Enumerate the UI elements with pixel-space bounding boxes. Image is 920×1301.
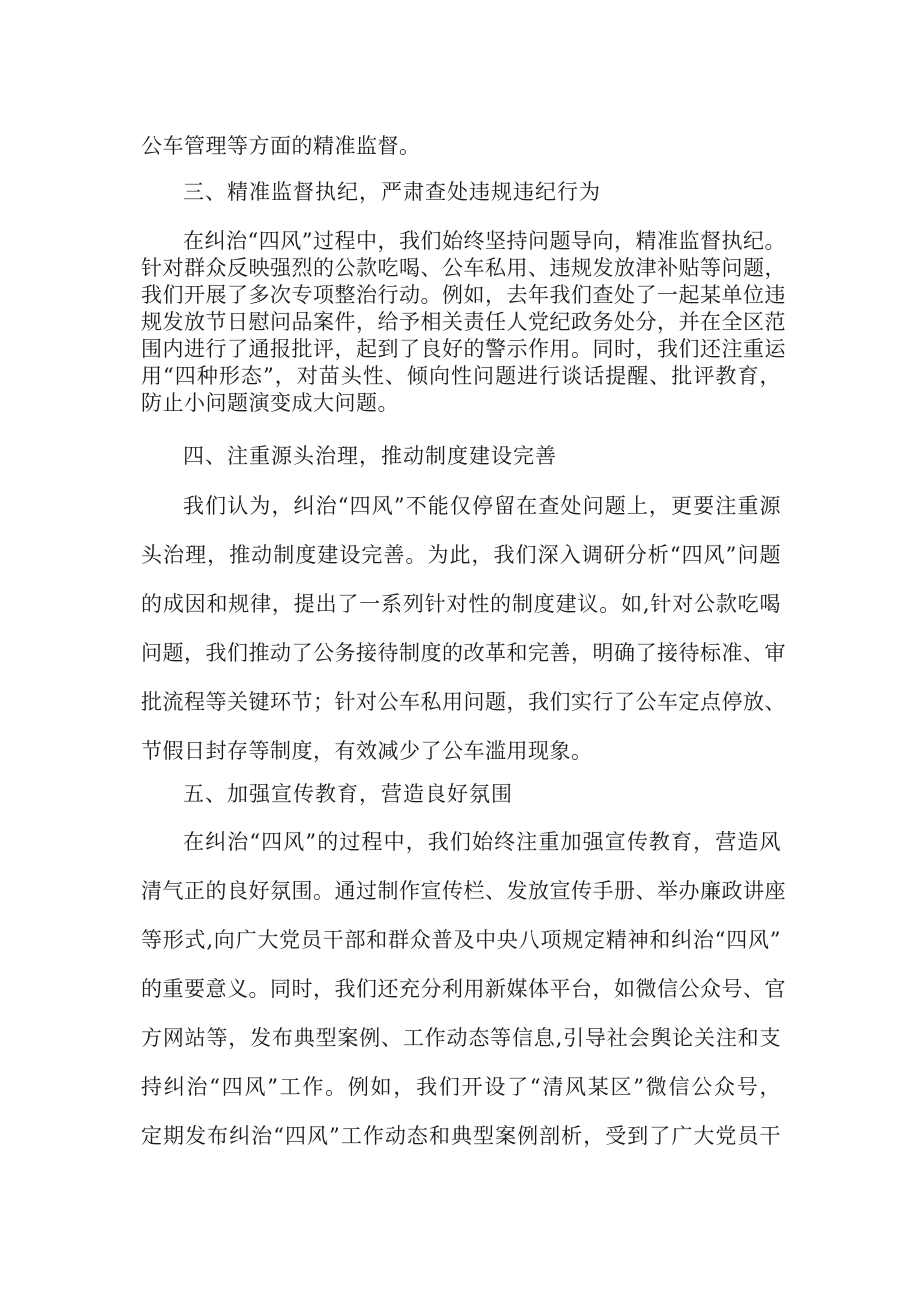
paragraph-line: 批流程等关键环节；针对公车私用问题，我们实行了公车定点停放、 xyxy=(141,690,786,714)
paragraph-line: 定期发布纠治“四风”工作动态和典型案例剖析，受到了广大党员干 xyxy=(141,1124,781,1148)
section-heading-3: 三、精准监督执纪，严肃查处违规违纪行为 xyxy=(183,180,601,204)
paragraph-line: 用“四种形态”，对苗头性、倾向性问题进行谈话提醒、批评教育， xyxy=(141,364,781,388)
paragraph-line: 在纠治“四风”的过程中，我们始终注重加强宣传教育，营造风 xyxy=(183,830,781,854)
paragraph-line: 规发放节日慰问品案件，给予相关责任人党纪政务处分，并在全区范 xyxy=(141,310,786,334)
paragraph-section-5 xyxy=(141,818,786,1161)
paragraph-line: 围内进行了通报批评，起到了良好的警示作用。同时，我们还注重运 xyxy=(141,337,786,361)
paragraph-line: 等形式,向广大党员干部和群众普及中央八项规定精神和纠治“四风” xyxy=(141,928,781,952)
section-heading-5: 五、加强宣传教育，营造良好氛围 xyxy=(183,782,513,806)
paragraph-line: 针对群众反映强烈的公款吃喝、公车私用、违规发放津补贴等问题， xyxy=(141,256,786,280)
paragraph-section-4 xyxy=(141,482,786,776)
paragraph-line: 问题，我们推动了公务接待制度的改革和完善，明确了接待标准、审 xyxy=(141,641,786,665)
paragraph-line: 持纠治“四风”工作。例如，我们开设了“清风某区”微信公众号， xyxy=(141,1075,781,1099)
paragraph-line: 的重要意义。同时，我们还充分利用新媒体平台，如微信公众号、官 xyxy=(141,977,786,1001)
paragraph-line: 方网站等，发布典型案例、工作动态等信息,引导社会舆论关注和支 xyxy=(141,1026,781,1050)
section-heading-4: 四、注重源头治理，推动制度建设完善 xyxy=(183,444,557,468)
paragraph-line: 清气正的良好氛围。通过制作宣传栏、发放宣传手册、举办廉政讲座 xyxy=(141,879,786,903)
paragraph-line: 防止小问题演变成大问题。 xyxy=(141,391,399,415)
paragraph-line: 公车管理等方面的精准监督。 xyxy=(141,134,421,158)
paragraph-line: 我们认为，纠治“四风”不能仅停留在查处问题上，更要注重源 xyxy=(183,494,781,518)
paragraph-section-3 xyxy=(141,228,786,417)
paragraph-line: 头治理，推动制度建设完善。为此，我们深入调研分析“四风”问题 xyxy=(141,543,781,567)
paragraph-line: 节假日封存等制度，有效减少了公车滥用现象。 xyxy=(141,739,593,763)
paragraph-intro xyxy=(141,122,781,171)
paragraph-line: 在纠治“四风”过程中，我们始终坚持问题导向，精准监督执纪。 xyxy=(183,229,786,253)
paragraph-line: 的成因和规律，提出了一系列针对性的制度建议。如,针对公款吃喝 xyxy=(141,592,781,616)
paragraph-line: 我们开展了多次专项整治行动。例如，去年我们查处了一起某单位违 xyxy=(141,283,786,307)
